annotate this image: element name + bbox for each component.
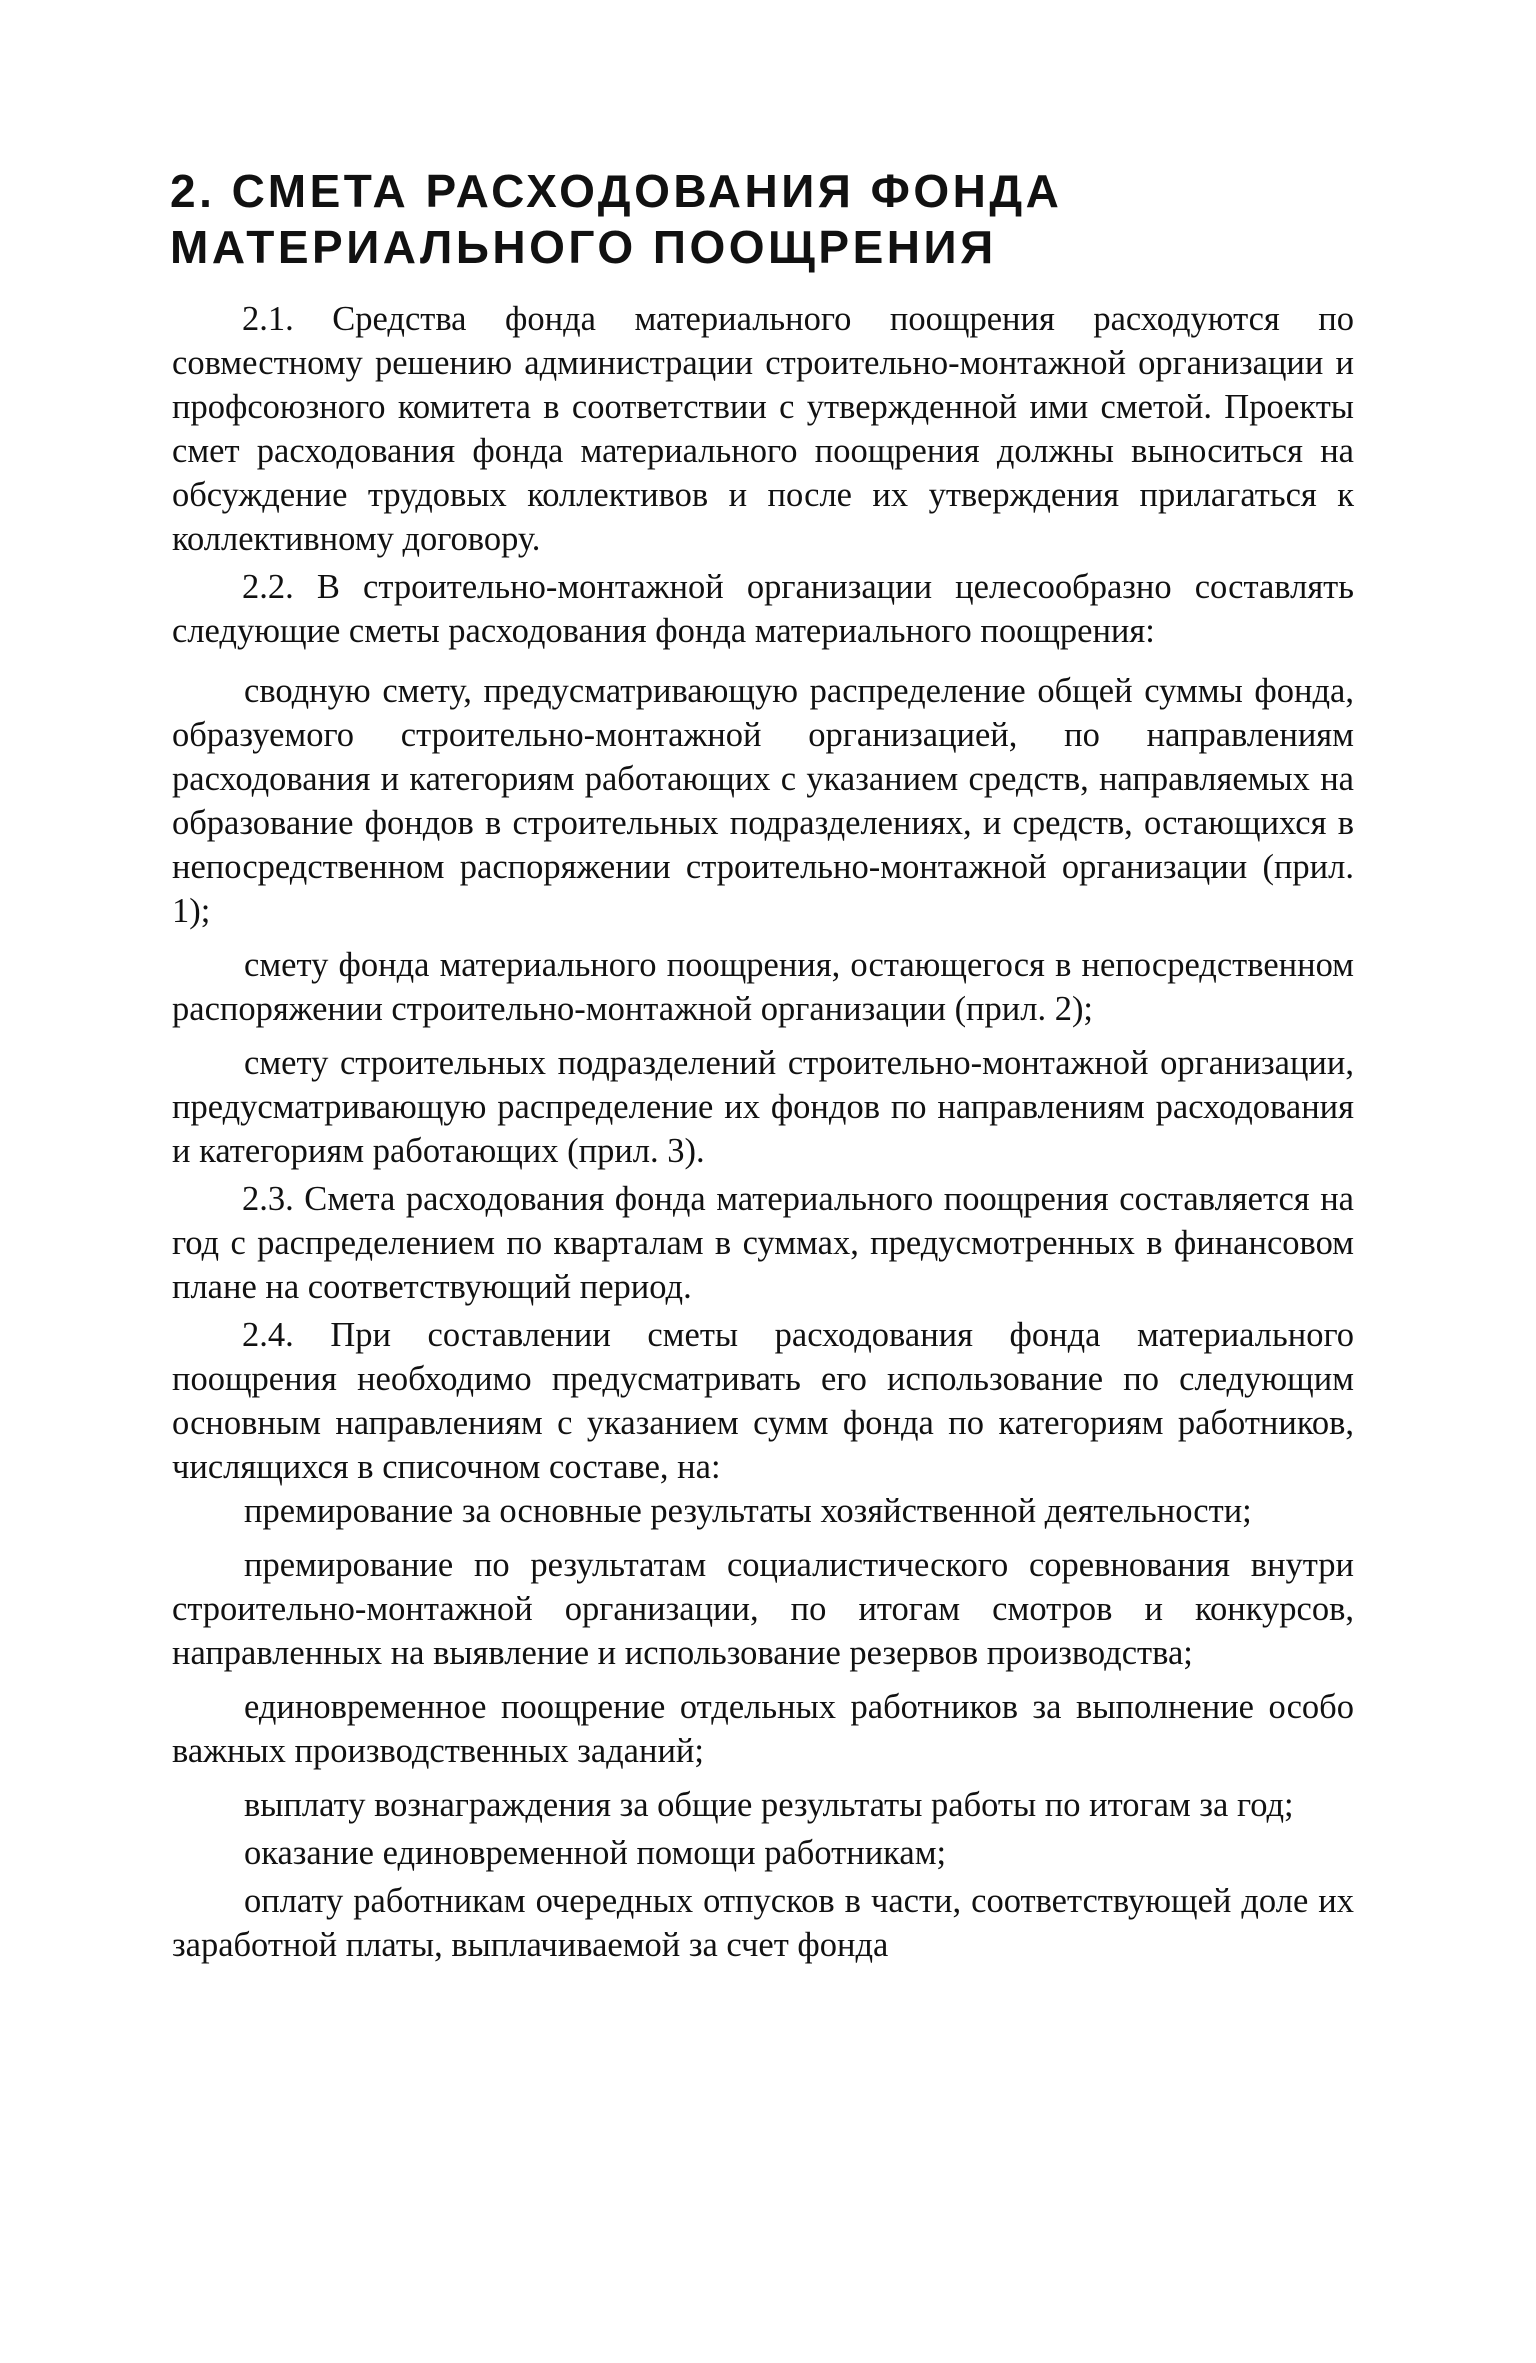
list-item-fund-estimate: смету фонда материального поощрения, остающегося в непосредственном распоряжении строительно-монтажной организации (прил. 2); xyxy=(172,946,1354,1028)
list-item-vacation-pay: оплату работникам очередных отпусков в части, соответствующей доле их заработной платы, выплачиваемой за счет фонда xyxy=(172,1882,1354,1964)
list-item-summary-estimate: сводную смету, предусматривающую распределение общей суммы фонда, образуемого строительно-монтажной организацией, по направлениям расходования и категориям работающих с указанием средств, направляемых на образование фондов в строительных подразделениях, и средств, остающихся в непосредственном распоряжении строительно-монтажной организации (прил. 1); xyxy=(172,672,1354,930)
list-item-bonus-main-results: премирование за основные результаты хозяйственной деятельности; xyxy=(244,1492,1252,1530)
section-heading xyxy=(170,163,1370,275)
list-item-annual-reward: выплату вознаграждения за общие результаты работы по итогам за год; xyxy=(244,1786,1294,1824)
paragraph-2-4: 2.4. При составлении сметы расходования фонда материального поощрения необходимо предусматривать его использование по следующим основным направлениям с указанием сумм фонда по категориям работников, числящихся в списочном составе, на: xyxy=(172,1316,1354,1486)
document-body xyxy=(172,297,1354,1967)
section-title-line-2: МАТЕРИАЛЬНОГО ПООЩРЕНИЯ xyxy=(170,221,997,273)
list-item-subdivision-estimate: смету строительных подразделений строительно-монтажной организации, предусматривающую распределение их фондов по направлениям расходования и категориям работающих (прил. 3). xyxy=(172,1044,1354,1170)
paragraph-2-3: 2.3. Смета расходования фонда материального поощрения составляется на год с распределением по кварталам в суммах, предусмотренных в финансовом плане на соответствующий период. xyxy=(172,1180,1354,1306)
list-item-one-time-reward: единовременное поощрение отдельных работников за выполнение особо важных производственных заданий; xyxy=(172,1688,1354,1770)
section-title-line-1: 2. СМЕТА РАСХОДОВАНИЯ ФОНДА xyxy=(170,165,1063,217)
list-item-one-time-aid: оказание единовременной помощи работникам; xyxy=(244,1834,947,1872)
paragraph-2-2: 2.2. В строительно-монтажной организации целесообразно составлять следующие сметы расходования фонда материального поощрения: xyxy=(172,568,1354,650)
paragraph-2-1: 2.1. Средства фонда материального поощрения расходуются по совместному решению администрации строительно-монтажной организации и профсоюзного комитета в соответствии с утвержденной ими сметой. Проекты смет расходования фонда материального поощрения должны выноситься на обсуждение трудовых коллективов и после их утверждения прилагаться к коллективному договору. xyxy=(172,300,1354,558)
list-item-bonus-competition: премирование по результатам социалистического соревнования внутри строительно-монтажной организации, по итогам смотров и конкурсов, направленных на выявление и использование резервов производства; xyxy=(172,1546,1354,1672)
